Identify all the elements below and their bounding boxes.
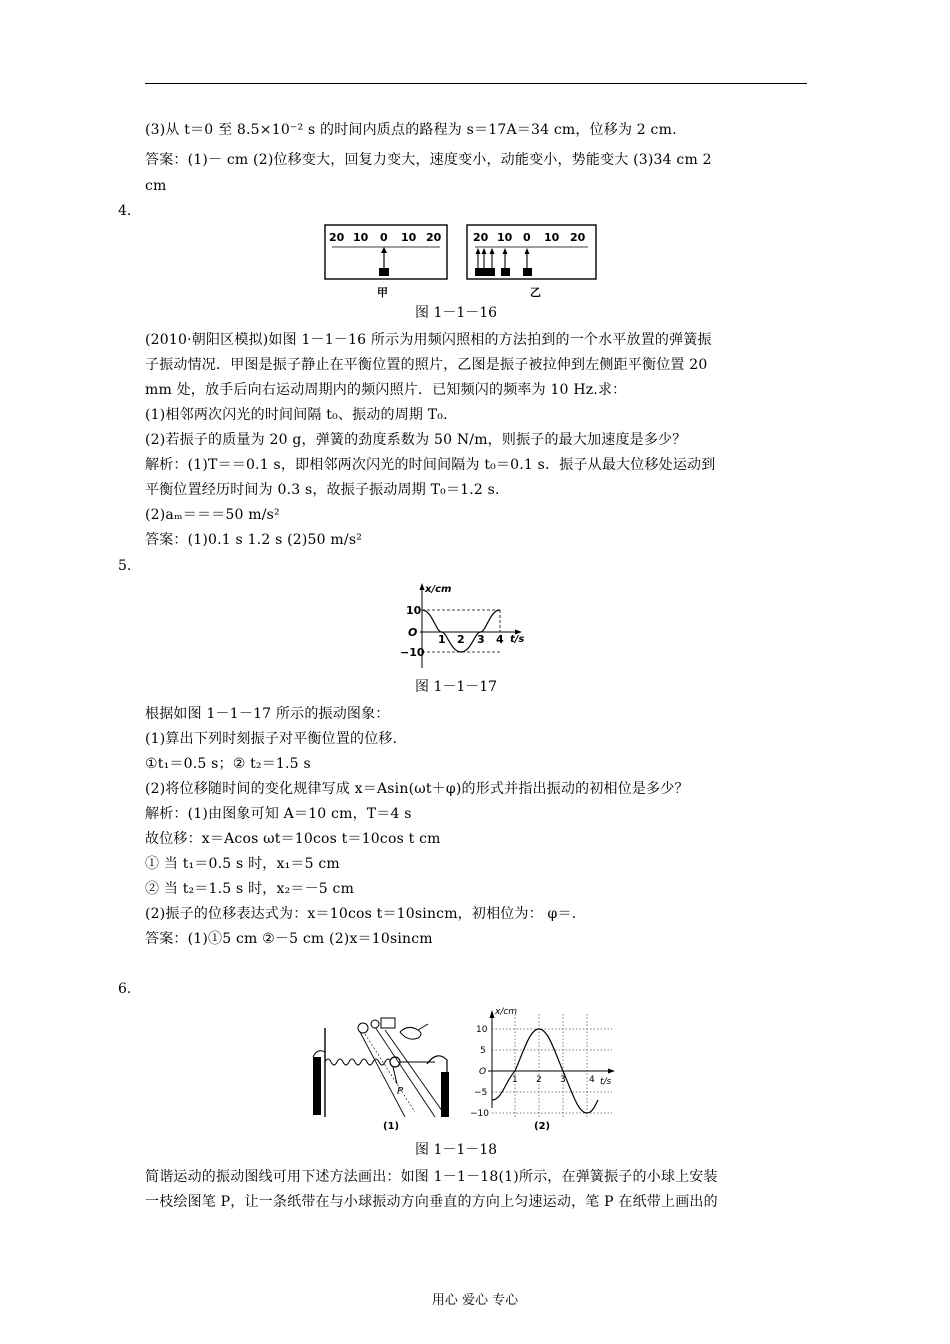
tick-label: 10: [497, 231, 513, 244]
tick-label: 20: [570, 231, 586, 244]
figure-caption: 图 1－1－17: [415, 679, 498, 695]
x-tick: 2: [457, 633, 465, 646]
text-line: 解析：(1)T＝＝0.1 s，即相邻两次闪光的时间间隔为 t₀＝0.1 s．振子从最大位移处运动到: [145, 457, 716, 473]
y-axis-label: x/cm: [495, 1007, 518, 1017]
text-line: cm: [145, 178, 167, 194]
y-tick: −5: [474, 1088, 488, 1098]
y-tick: O: [408, 626, 418, 639]
x-axis-label: t/s: [600, 1077, 612, 1087]
x-tick: 2: [536, 1075, 542, 1085]
tick-label: 10: [401, 231, 417, 244]
text-line: ② 当 t₂＝1.5 s 时，x₂＝－5 cm: [145, 881, 355, 897]
text-line: (2)aₘ＝＝＝50 m/s²: [145, 507, 280, 523]
text-line: (2010·朝阳区模拟)如图 1－1－16 所示为用频闪照相的方法拍到的一个水平放置的弹簧振: [145, 332, 712, 348]
figure-1-1-18-graph: [468, 1000, 628, 1134]
tick-label: 20: [473, 231, 489, 244]
text-line: 子振动情况．甲图是振子静止在平衡位置的照片，乙图是振子被拉伸到左侧距平衡位置 20: [145, 357, 708, 373]
text-line: ①t₁＝0.5 s；② t₂＝1.5 s: [145, 756, 311, 772]
tick-label: 10: [544, 231, 560, 244]
text-line: (1)相邻两次闪光的时间间隔 t₀、振动的周期 T₀.: [145, 407, 448, 423]
figure-caption: 图 1－1－18: [415, 1142, 498, 1158]
y-tick: 10: [406, 604, 422, 617]
y-tick: O: [479, 1067, 487, 1077]
x-tick: 1: [438, 633, 446, 646]
text-line: 一枝绘图笔 P，让一条纸带在与小球振动方向垂直的方向上匀速运动，笔 P 在纸带上画出的: [145, 1194, 718, 1210]
x-tick: 4: [589, 1075, 595, 1085]
y-tick: 10: [476, 1025, 488, 1035]
text-line: (1)算出下列时刻振子对平衡位置的位移.: [145, 731, 398, 747]
y-axis-label: x/cm: [425, 584, 452, 595]
pen-label: P: [397, 1086, 404, 1097]
question-number: 6.: [118, 981, 132, 997]
text-line: mm 处，放手后向右运动周期内的频闪照片．已知频闪的频率为 10 Hz.求：: [145, 382, 627, 398]
tick-label: 20: [329, 231, 345, 244]
subfigure-label: (2): [534, 1121, 551, 1132]
tick-label: 10: [353, 231, 369, 244]
text-line: 根据如图 1－1－17 所示的振动图象：: [145, 706, 390, 722]
tick-label: 0: [523, 231, 531, 244]
question-number: 4.: [118, 203, 132, 219]
header-rule: [145, 83, 807, 84]
subfigure-label: (1): [383, 1121, 400, 1132]
tick-label: 20: [426, 231, 442, 244]
figure-1-1-18-apparatus: [305, 1012, 465, 1134]
x-axis-label: t/s: [510, 634, 525, 645]
text-line: 简谐运动的振动图线可用下述方法画出：如图 1－1－18(1)所示，在弹簧振子的小球上安装: [145, 1169, 718, 1185]
question-number: 5.: [118, 558, 132, 574]
x-tick: 3: [477, 633, 485, 646]
tick-label: 0: [380, 231, 388, 244]
x-tick: 1: [512, 1075, 518, 1085]
figure-1-1-17: [392, 580, 532, 672]
text-line: 答案：(1)①5 cm ②－5 cm (2)x＝10sincm: [145, 931, 433, 947]
text-line: (2)振子的位移表达式为：x＝10cos t＝10sincm，初相位为： φ＝.: [145, 906, 577, 922]
text-line: (2)将位移随时间的变化规律写成 x＝Asin(ωt＋φ)的形式并指出振动的初相位是多少？: [145, 781, 689, 797]
label-yi: 乙: [530, 286, 541, 299]
y-tick: −10: [400, 646, 425, 659]
figure-1-1-16: [320, 222, 600, 300]
text-line: 答案：(1)－ cm (2)位移变大，回复力变大，速度变小，动能变小，势能变大 (3)34 cm 2: [145, 152, 712, 168]
text-line: 解析：(1)由图象可知 A＝10 cm，T＝4 s: [145, 806, 412, 822]
text-line: 平衡位置经历时间为 0.3 s，故振子振动周期 T₀＝1.2 s.: [145, 482, 500, 498]
text-line: ① 当 t₁＝0.5 s 时，x₁＝5 cm: [145, 856, 340, 872]
text-line: 答案：(1)0.1 s 1.2 s (2)50 m/s²: [145, 532, 363, 548]
text-line: (2)若振子的质量为 20 g，弹簧的劲度系数为 50 N/m，则振子的最大加速度是多少？: [145, 432, 687, 448]
x-tick: 3: [560, 1075, 566, 1085]
y-tick: 5: [480, 1046, 486, 1056]
figure-caption: 图 1－1－16: [415, 305, 498, 321]
text-line: 故位移：x＝Acos ωt＝10cos t＝10cos t cm: [145, 831, 441, 847]
y-tick: −10: [470, 1109, 489, 1119]
page-footer: 用心 爱心 专心: [431, 1293, 519, 1308]
text-line: (3)从 t＝0 至 8.5×10⁻² s 的时间内质点的路程为 s＝17A＝34 cm，位移为 2 cm.: [145, 122, 677, 138]
x-tick: 4: [496, 633, 504, 646]
label-jia: 甲: [377, 286, 388, 299]
